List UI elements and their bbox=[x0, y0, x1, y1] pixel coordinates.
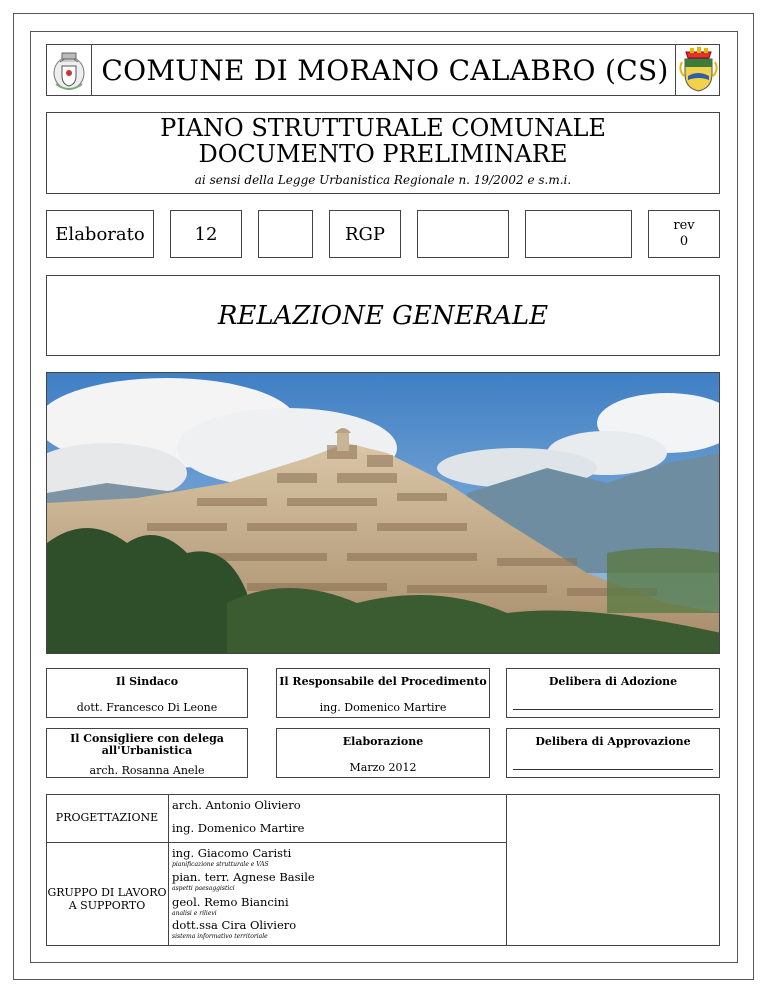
empty-code-cell bbox=[525, 210, 632, 258]
empty-code-cell bbox=[417, 210, 509, 258]
gruppo-label-line2: A SUPPORTO bbox=[68, 899, 146, 912]
left-crest bbox=[46, 44, 92, 96]
revision-cell bbox=[648, 210, 720, 258]
calabria-coat-of-arms-icon bbox=[676, 44, 721, 96]
gruppo-member-name: dott.ssa Cira Oliviero bbox=[172, 918, 297, 932]
rev-label: rev bbox=[673, 218, 695, 233]
gruppo-member-role: sistema informativo territoriale bbox=[172, 933, 268, 940]
right-crest bbox=[675, 44, 720, 96]
gruppo-member-role: analisi e rilievi bbox=[172, 910, 217, 917]
consigliere-title-line1: Il Consigliere con delega bbox=[70, 732, 224, 745]
elaborato-number: 12 bbox=[170, 210, 242, 258]
sindaco-title: Il Sindaco bbox=[115, 675, 179, 688]
rev-value: 0 bbox=[679, 234, 689, 249]
progettazione-label: PROGETTAZIONE bbox=[55, 811, 159, 824]
progettazione-member: arch. Antonio Oliviero bbox=[172, 798, 301, 812]
adozione-title: Delibera di Adozione bbox=[548, 675, 678, 688]
hilltop-town-image bbox=[47, 373, 720, 654]
sindaco-box bbox=[46, 668, 248, 718]
gruppo-label-line1: GRUPPO DI LAVORO bbox=[47, 886, 167, 899]
plan-title-line1: PIANO STRUTTURALE COMUNALE bbox=[160, 114, 606, 142]
responsabile-name: ing. Domenico Martire bbox=[319, 701, 447, 714]
team-divider bbox=[46, 842, 506, 843]
town-photo bbox=[46, 372, 720, 654]
gruppo-member-role: pianificazione strutturale e VAS bbox=[172, 861, 269, 868]
gruppo-member-name: ing. Giacomo Caristi bbox=[172, 846, 292, 860]
approvazione-title: Delibera di Approvazione bbox=[535, 735, 691, 748]
elaborazione-title: Elaborazione bbox=[342, 735, 424, 748]
elaborazione-box bbox=[276, 728, 490, 778]
progettazione-member: ing. Domenico Martire bbox=[172, 821, 305, 835]
elaborazione-date: Marzo 2012 bbox=[349, 761, 417, 774]
responsabile-title: Il Responsabile del Procedimento bbox=[279, 675, 487, 688]
elaborato-type: RGP bbox=[329, 210, 401, 258]
plan-title-line2: DOCUMENTO PRELIMINARE bbox=[198, 140, 568, 168]
responsabile-box bbox=[276, 668, 490, 718]
empty-code-cell bbox=[258, 210, 313, 258]
document-title: RELAZIONE GENERALE bbox=[46, 275, 720, 356]
consigliere-title-line2: all'Urbanistica bbox=[101, 744, 193, 757]
adozione-box bbox=[506, 668, 720, 718]
signature-line bbox=[513, 709, 713, 710]
signature-line bbox=[513, 769, 713, 770]
team-divider bbox=[506, 794, 507, 946]
gruppo-member-role: aspetti paesaggistici bbox=[172, 885, 235, 892]
team-divider bbox=[168, 794, 169, 946]
gruppo-member-name: geol. Remo Biancini bbox=[172, 895, 289, 909]
page-title: COMUNE DI MORANO CALABRO (CS) bbox=[101, 53, 669, 87]
consigliere-name: arch. Rosanna Anele bbox=[89, 764, 205, 777]
elaborato-label: Elaborato bbox=[46, 210, 154, 258]
consigliere-box bbox=[46, 728, 248, 778]
morano-coat-of-arms-icon bbox=[46, 44, 92, 96]
gruppo-member-name: pian. terr. Agnese Basile bbox=[172, 870, 315, 884]
plan-subtitle: ai sensi della Legge Urbanistica Regionale n. 19/2002 e s.m.i. bbox=[194, 173, 572, 187]
sindaco-name: dott. Francesco Di Leone bbox=[76, 701, 218, 714]
approvazione-box bbox=[506, 728, 720, 778]
